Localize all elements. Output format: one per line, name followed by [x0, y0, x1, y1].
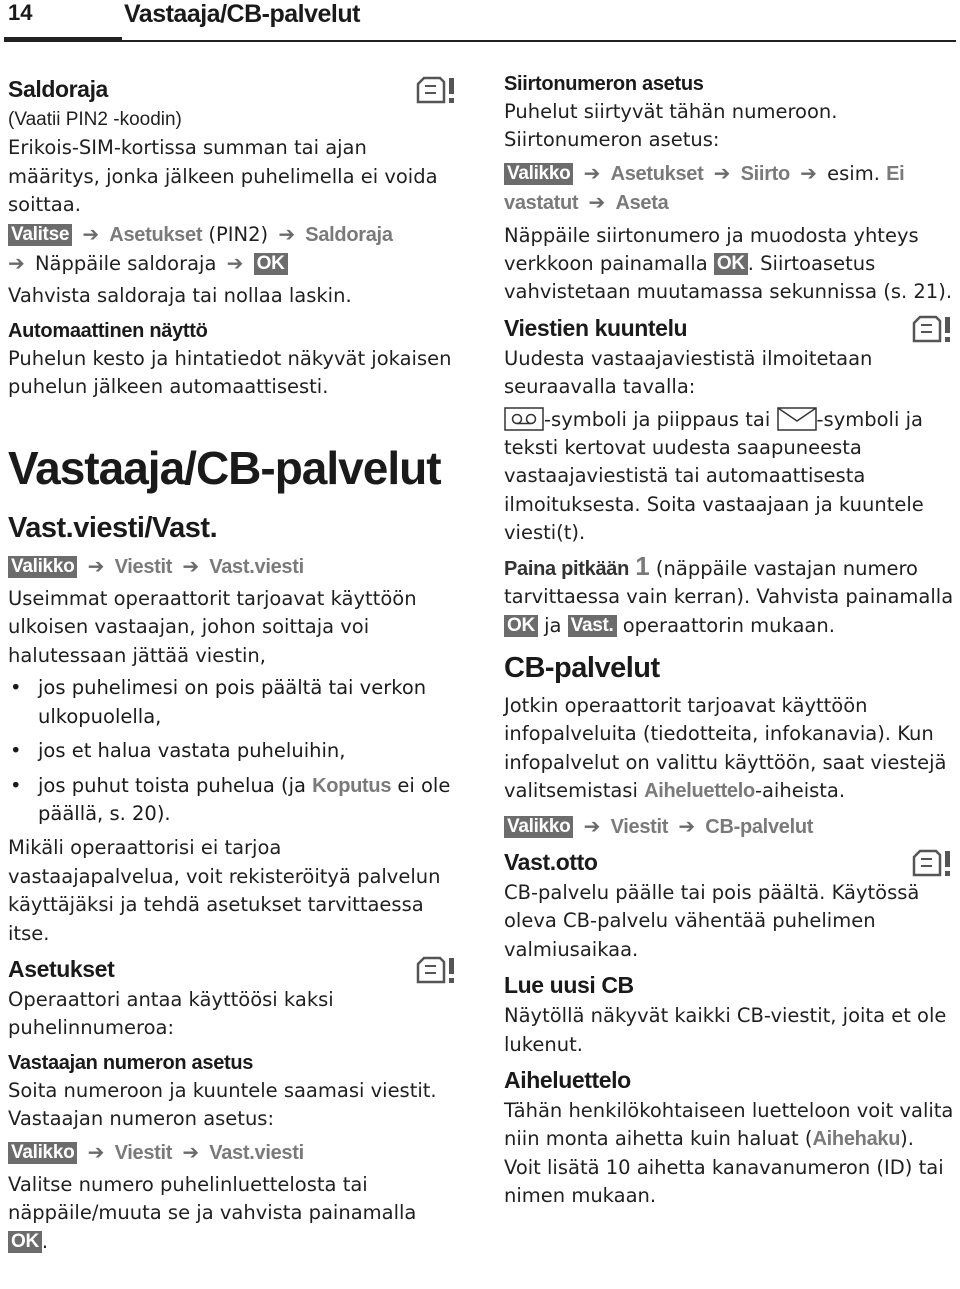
- kuuntelu-heading: Viestien kuuntelu: [504, 313, 954, 343]
- arrow-right-icon: ➔: [226, 251, 244, 276]
- arrow-right-icon: ➔: [182, 553, 200, 578]
- asetukset-path: [8, 1138, 458, 1167]
- aihe-heading: Aiheluettelo: [504, 1066, 631, 1093]
- saldoraja-note: (Vaatii PIN2 -koodin): [8, 109, 182, 130]
- menu-koputus[interactable]: Koputus: [312, 774, 392, 797]
- key-1[interactable]: 1: [635, 550, 650, 581]
- vastaajan-numero-text: Soita numeroon ja kuuntele saamasi viestit. Vastaajan numeron asetus:: [8, 1078, 437, 1131]
- siirto-text: Puhelut siirtyvät tähän numeroon. Siirtonumeron asetus:: [504, 100, 838, 152]
- ok-key[interactable]: OK: [254, 253, 288, 275]
- saldoraja-confirm: Vahvista saldoraja tai nollaa laskin.: [8, 284, 352, 308]
- arrow-right-icon: ➔: [87, 1139, 105, 1164]
- saldoraja-text: Erikois-SIM-kortissa summan tai ajan määritys, jonka jälkeen puhelimella ei voida soittaa.: [8, 136, 438, 217]
- asetukset-text: Operaattori antaa käyttöösi kaksi puhelinnumeroa:: [8, 987, 334, 1040]
- pin2-label: (PIN2): [208, 222, 269, 246]
- left-column: [8, 70, 458, 1256]
- ok-key[interactable]: OK: [714, 253, 748, 275]
- menu-vast-viesti[interactable]: Vast.viesti: [209, 555, 304, 578]
- cb-text: Jotkin operaattorit tarjoavat käyttöön infopalveluita (tiedotteita, infokanavia). Kun infopalvelut on valittu käyttöön, saat viestejä valitsemistasi Aiheluettelo-aiheista.: [504, 693, 947, 803]
- siirto-text2: Näppäile siirtonumero ja muodosta yhteys verkkoon painamalla OK . Siirtoasetus vahvistetaan muutamassa sekunnissa (s. 21).: [504, 223, 953, 304]
- cb-path: [504, 812, 954, 841]
- vastaajan-numero-heading: Vastaajan numeron asetus: [8, 1051, 254, 1074]
- kuuntelu-symbols: -symboli ja piippaus tai -symboli ja teksti kertovat uudesta saapuneesta vastaajaviestistä tai automaattisesta ilmoituksesta. Soita vastaajaan ja kuuntele viesti(t).: [504, 407, 924, 545]
- menu-asetukset[interactable]: Asetukset: [610, 162, 704, 185]
- arrow-right-icon: ➔: [713, 160, 731, 185]
- aihe-text: Tähän henkilökohtaiseen luetteloon voit valita niin monta aihetta kuin haluat (Aihehaku). Voit lisätä 10 aihetta kanavanumeron (ID) tai nimen mukaan.: [504, 1098, 954, 1208]
- auto-text: Puhelun kesto ja hintatiedot näkyvät jokaisen puhelun jälkeen automaattisesti.: [8, 346, 452, 399]
- cb-heading: CB-palvelut: [504, 651, 660, 684]
- arrow-right-icon: ➔: [87, 553, 105, 578]
- esim-label: esim.: [827, 161, 880, 185]
- siirto-heading: Siirtonumeron asetus: [504, 73, 704, 95]
- saldoraja-heading: Saldoraja: [8, 74, 458, 104]
- valitse-key[interactable]: Valitse: [8, 224, 72, 246]
- valikko-key[interactable]: Valikko: [504, 816, 573, 838]
- arrow-right-icon: ➔: [278, 221, 296, 246]
- voicemail-icon: [504, 407, 544, 431]
- arrow-right-icon: ➔: [588, 190, 606, 215]
- menu-viestit[interactable]: Viestit: [610, 815, 669, 838]
- asetukset-heading: Asetukset: [8, 954, 458, 984]
- vast-heading: Vast.viesti/Vast.: [8, 511, 218, 544]
- valikko-key[interactable]: Valikko: [8, 556, 77, 578]
- vast-intro: Useimmat operaattorit tarjoavat käyttöön ulkoisen vastaajan, johon soittaja voi halutessaan jättää viestin,: [8, 587, 417, 667]
- menu-aseta[interactable]: Aseta: [615, 192, 669, 215]
- menu-aiheluettelo[interactable]: Aiheluettelo: [644, 780, 755, 803]
- ok-key[interactable]: OK: [8, 1231, 42, 1253]
- arrow-right-icon: ➔: [678, 813, 696, 838]
- menu-siirto[interactable]: Siirto: [740, 162, 790, 185]
- main-heading: Vastaaja/CB-palvelut: [8, 441, 441, 494]
- saldoraja-path: [8, 220, 458, 279]
- sim-card-icon: [910, 849, 954, 879]
- asetukset-final: Valitse numero puhelinluettelosta tai näppäile/muuta se ja vahvista painamalla OK .: [8, 1172, 417, 1253]
- arrow-right-icon: ➔: [8, 251, 25, 276]
- header-rule-thick: [4, 37, 122, 42]
- arrow-right-icon: ➔: [182, 1139, 200, 1164]
- page-number: 14: [8, 0, 33, 25]
- header-rule-thin: [122, 40, 956, 42]
- envelope-icon: [777, 407, 817, 431]
- vastotto-text: CB-palvelu päälle tai pois päältä. Käytössä oleva CB-palvelu vähentää puhelimen valmiusaikaa.: [504, 880, 920, 961]
- menu-asetukset[interactable]: Asetukset: [109, 223, 203, 246]
- menu-cb-palvelut[interactable]: CB-palvelut: [705, 815, 814, 838]
- arrow-right-icon: ➔: [800, 160, 817, 185]
- vast-outro: Mikäli operaattorisi ei tarjoa vastaajapalvelua, voit rekisteröityä palvelun käyttäjäksi ja tehdä asetukset tarvittaessa itse.: [8, 836, 441, 945]
- menu-vast-viesti[interactable]: Vast.viesti: [209, 1141, 304, 1164]
- arrow-right-icon: ➔: [82, 221, 100, 246]
- list-item: • jos et halua vastata puheluihin,: [8, 737, 458, 765]
- vast-bullets: [8, 674, 458, 828]
- ok-key[interactable]: OK: [504, 615, 538, 637]
- press-label: Paina pitkään: [504, 557, 630, 580]
- list-item: • jos puhelimesi on pois päältä tai verkon ulkopuolella,: [8, 674, 458, 731]
- valikko-key[interactable]: Valikko: [504, 163, 573, 185]
- menu-viestit[interactable]: Viestit: [114, 555, 173, 578]
- vastotto-heading: Vast.otto: [504, 847, 954, 877]
- list-item: • jos puhut toista puhelua (ja Koputus ei ole päällä, s. 20).: [8, 772, 458, 829]
- valikko-key[interactable]: Valikko: [8, 1142, 77, 1164]
- kuuntelu-text: Uudesta vastaajaviestistä ilmoitetaan seuraavalla tavalla:: [504, 346, 873, 399]
- lue-heading: Lue uusi CB: [504, 972, 634, 999]
- arrow-right-icon: ➔: [583, 160, 601, 185]
- vast-path: [8, 552, 458, 581]
- arrow-right-icon: ➔: [583, 813, 601, 838]
- kuuntelu-press: Paina pitkään 1 (näppäile vastajan numero tarvittaessa vain kerran). Vahvista painamalla OK ja Vast. operaattorin mukaan.: [504, 550, 954, 637]
- sim-card-icon: [414, 956, 458, 986]
- menu-saldoraja[interactable]: Saldoraja: [305, 223, 393, 246]
- sim-card-icon: [910, 315, 954, 345]
- menu-ei-vastatut[interactable]: Ei vastatut: [504, 162, 905, 215]
- menu-viestit[interactable]: Viestit: [114, 1141, 173, 1164]
- menu-aihehaku[interactable]: Aihehaku: [812, 1128, 901, 1151]
- auto-heading: Automaattinen näyttö: [8, 319, 208, 342]
- sim-card-icon: [414, 76, 458, 106]
- page-header-title: Vastaaja/CB-palvelut: [124, 0, 360, 28]
- lue-text: Näytöllä näkyvät kaikki CB-viestit, joita et ole lukenut.: [504, 1004, 947, 1056]
- right-column: [504, 70, 954, 1211]
- step-label: Näppäile saldoraja: [34, 252, 217, 276]
- vast-key[interactable]: Vast.: [568, 615, 617, 637]
- siirto-path: [504, 159, 954, 218]
